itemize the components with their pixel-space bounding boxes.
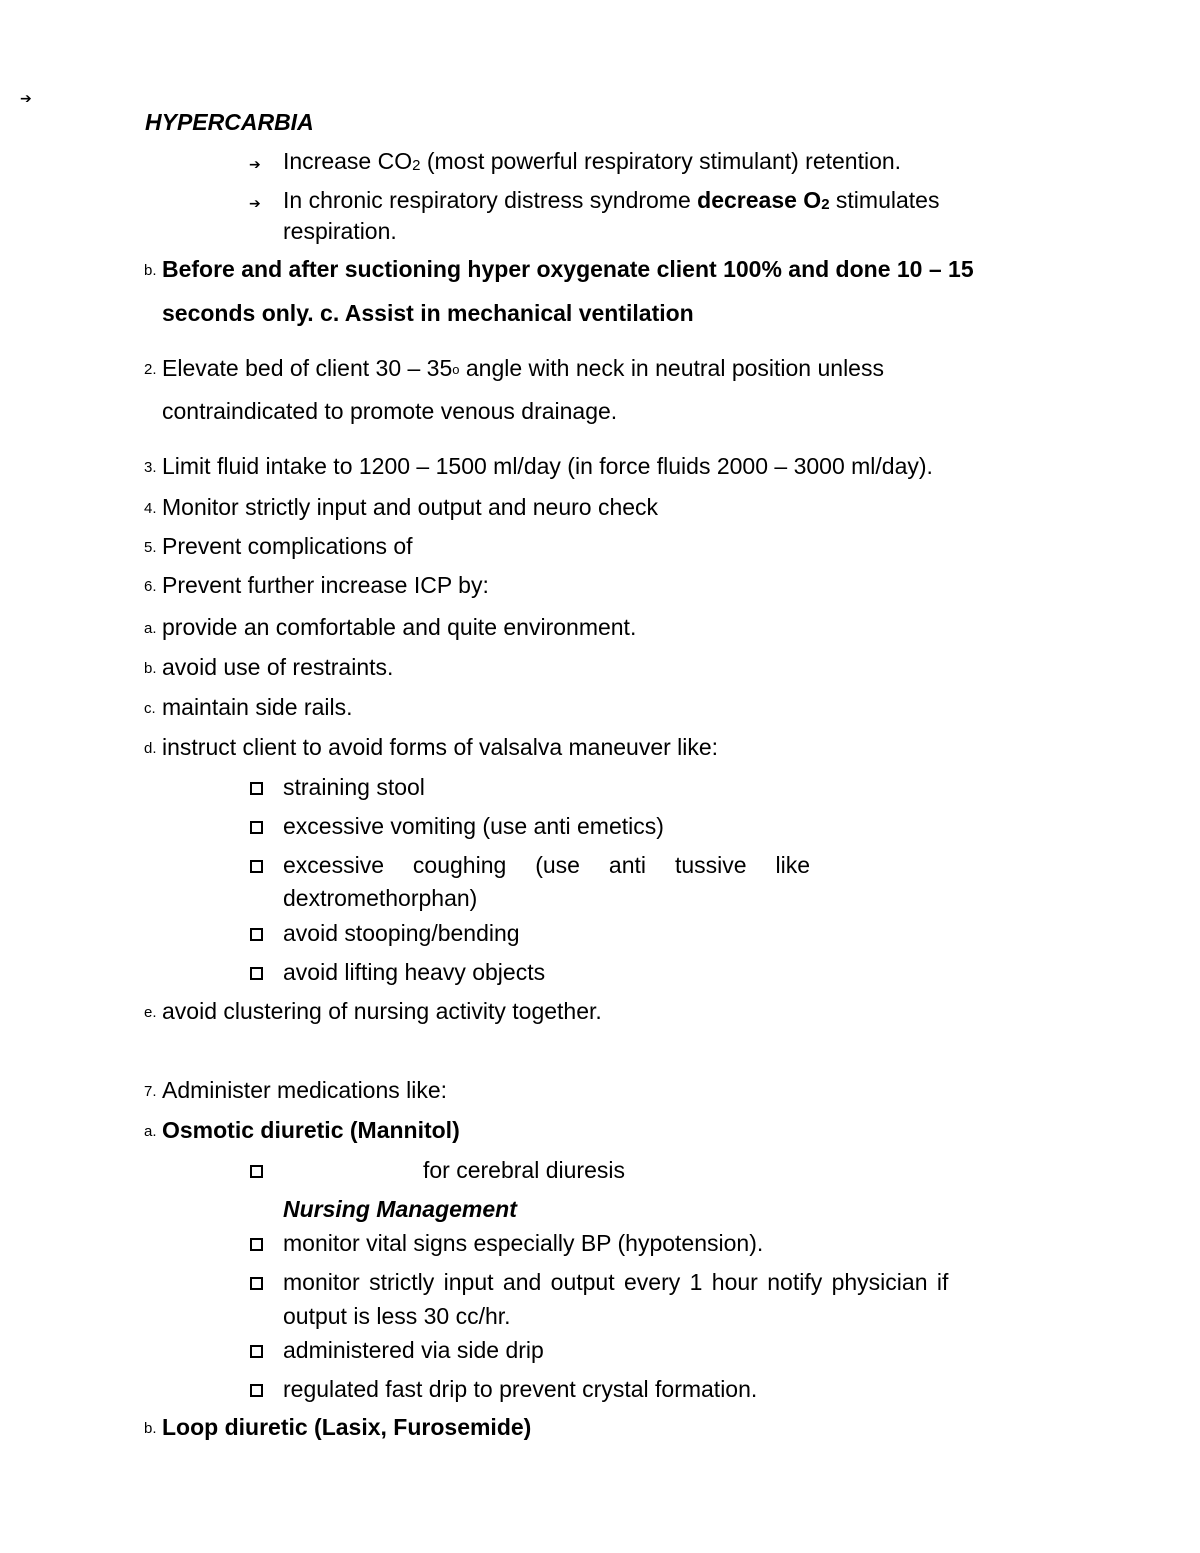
fluid-limit-text: Limit fluid intake to 1200 – 1500 ml/day (in force fluids 2000 – 3000 ml/day).	[162, 453, 933, 479]
loop-diuretic-heading: Loop diuretic (Lasix, Furosemide)	[162, 1414, 532, 1440]
monitor-io-text: Monitor strictly input and output and neuro check	[162, 494, 659, 520]
checkbox-icon	[250, 860, 263, 873]
valsalva-item-cont: dextromethorphan)	[283, 885, 478, 911]
prevent-complications-text: Prevent complications of	[162, 533, 413, 559]
bullet-arrow-icon: ➔	[249, 156, 261, 172]
elevate-bed-text: Elevate bed of client 30 – 35$^o$ angle with neck in neutral position unless	[162, 355, 884, 381]
section-heading: HYPERCARBIA	[145, 109, 314, 135]
hypercarbia-line-1: Increase $CO_2$ (most powerful respiratory stimulant) retention.	[283, 148, 902, 174]
osmotic-diuretic-heading: Osmotic diuretic (Mannitol)	[162, 1117, 460, 1143]
list-marker: b.	[144, 262, 157, 279]
suction-text-cont: seconds only. c. Assist in mechanical ventilation	[162, 300, 694, 326]
sub-item-e: avoid clustering of nursing activity together.	[162, 998, 602, 1024]
list-marker: 6.	[144, 578, 157, 595]
bullet-arrow-icon: ➔	[20, 90, 32, 106]
nursing-item-cont: output is less 30 cc/hr.	[283, 1303, 511, 1329]
list-marker: e.	[144, 1004, 157, 1021]
hypercarbia-line-2: In chronic respiratory distress syndrome decrease $O_2$ stimulates	[283, 187, 940, 213]
mannitol-purpose: for cerebral diuresis	[423, 1157, 625, 1183]
list-marker: a.	[144, 620, 157, 637]
nursing-management-heading: Nursing Management	[283, 1196, 517, 1222]
checkbox-icon	[250, 967, 263, 980]
valsalva-item: straining stool	[283, 774, 425, 800]
administer-medications-text: Administer medications like:	[162, 1077, 448, 1103]
checkbox-icon	[250, 1384, 263, 1397]
list-marker: 7.	[144, 1083, 157, 1100]
checkbox-icon	[250, 821, 263, 834]
list-marker: d.	[144, 740, 157, 757]
valsalva-item: avoid lifting heavy objects	[283, 959, 546, 985]
checkbox-icon	[250, 1277, 263, 1290]
prevent-icp-text: Prevent further increase ICP by:	[162, 572, 489, 598]
list-marker: 3.	[144, 459, 157, 476]
list-marker: 2.	[144, 361, 157, 378]
valsalva-item: excessive coughing (use anti tussive like	[283, 852, 810, 878]
hypercarbia-line-2-cont: respiration.	[283, 218, 397, 244]
checkbox-icon	[250, 1238, 263, 1251]
valsalva-item: avoid stooping/bending	[283, 920, 520, 946]
list-marker: a.	[144, 1123, 157, 1140]
nursing-item: regulated fast drip to prevent crystal formation.	[283, 1376, 758, 1402]
nursing-item: monitor strictly input and output every 1 hour notify physician if	[283, 1269, 949, 1295]
bullet-arrow-icon: ➔	[249, 195, 261, 211]
checkbox-icon	[250, 1345, 263, 1358]
suction-text: Before and after suctioning hyper oxygenate client 100% and done 10 – 15	[162, 256, 974, 282]
valsalva-item: excessive vomiting (use anti emetics)	[283, 813, 664, 839]
nursing-item: administered via side drip	[283, 1337, 544, 1363]
checkbox-icon	[250, 928, 263, 941]
nursing-item: monitor vital signs especially BP (hypotension).	[283, 1230, 764, 1256]
sub-item-a: provide an comfortable and quite environment.	[162, 614, 637, 640]
list-marker: b.	[144, 1420, 157, 1437]
list-marker: 5.	[144, 539, 157, 556]
checkbox-icon	[250, 1165, 263, 1178]
sub-item-d: instruct client to avoid forms of valsalva maneuver like:	[162, 734, 719, 760]
list-marker: b.	[144, 660, 157, 677]
checkbox-icon	[250, 782, 263, 795]
sub-item-c: maintain side rails.	[162, 694, 353, 720]
list-marker: 4.	[144, 500, 157, 517]
elevate-bed-text-cont: contraindicated to promote venous drainage.	[162, 398, 618, 424]
sub-item-b: avoid use of restraints.	[162, 654, 394, 680]
list-marker: c.	[144, 700, 156, 717]
